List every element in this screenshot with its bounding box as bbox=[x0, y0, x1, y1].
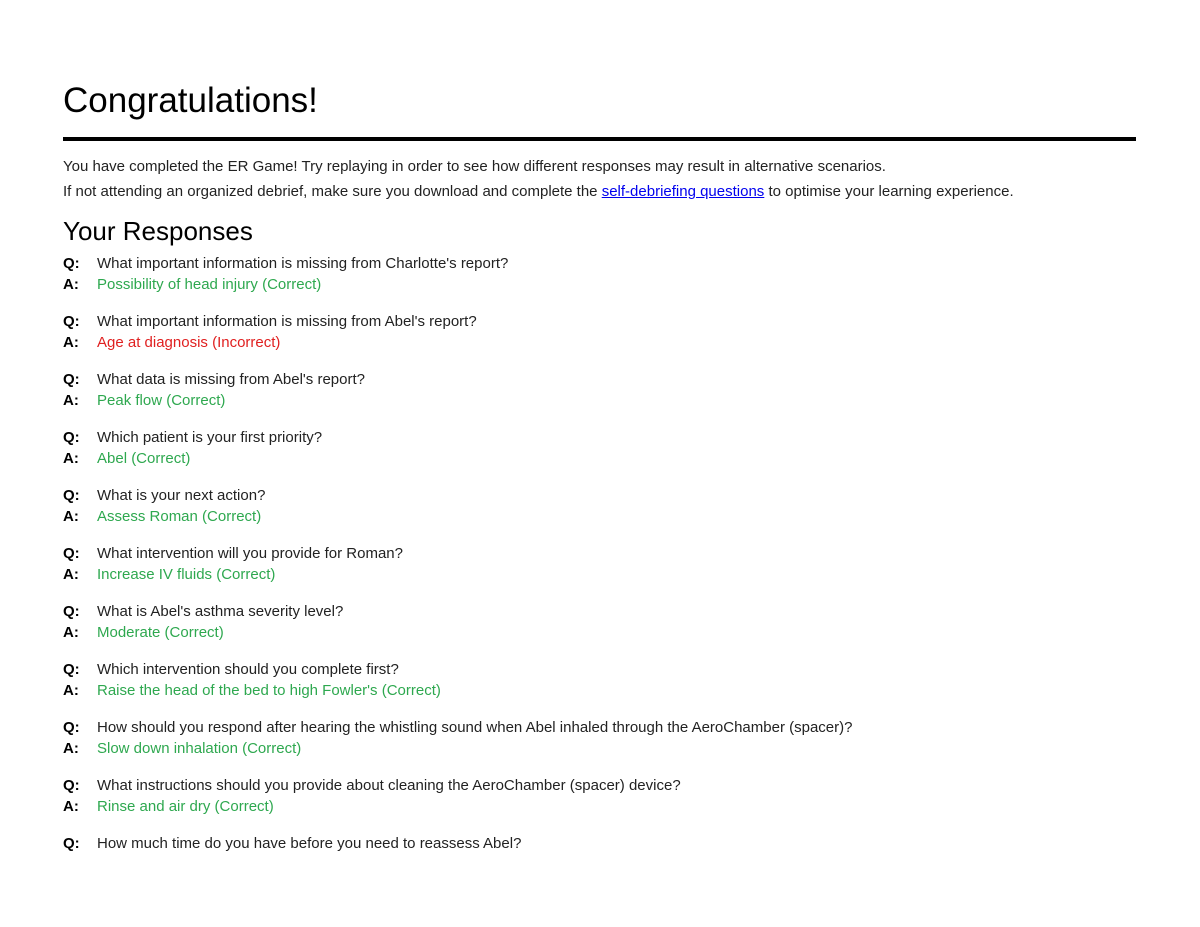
answer-text: Assess Roman (Correct) bbox=[97, 508, 262, 525]
question-row bbox=[63, 717, 1136, 738]
question-label: Q: bbox=[63, 835, 80, 852]
intro-line-2 bbox=[63, 179, 1136, 204]
question-label: Q: bbox=[63, 777, 80, 794]
question-text: What intervention will you provide for Roman? bbox=[97, 545, 403, 562]
response-item bbox=[63, 833, 1136, 854]
question-text: What important information is missing from Charlotte's report? bbox=[97, 255, 509, 272]
results-page bbox=[63, 78, 1136, 870]
answer-text: Possibility of head injury (Correct) bbox=[97, 276, 322, 293]
intro-line-1: You have completed the ER Game! Try replaying in order to see how different responses may result in alternative scenarios. bbox=[63, 158, 886, 175]
answer-text: Peak flow (Correct) bbox=[97, 392, 226, 409]
response-item bbox=[63, 253, 1136, 295]
response-item bbox=[63, 601, 1136, 643]
answer-label: A: bbox=[63, 798, 79, 815]
answer-text: Abel (Correct) bbox=[97, 450, 191, 467]
question-label: Q: bbox=[63, 603, 80, 620]
question-label: Q: bbox=[63, 545, 80, 562]
answer-row bbox=[63, 622, 1136, 643]
question-text: Which intervention should you complete first? bbox=[97, 661, 399, 678]
answer-label: A: bbox=[63, 450, 79, 467]
answer-row bbox=[63, 448, 1136, 469]
question-row bbox=[63, 485, 1136, 506]
question-label: Q: bbox=[63, 255, 80, 272]
title-divider bbox=[63, 137, 1136, 141]
question-text: How much time do you have before you need to reassess Abel? bbox=[97, 835, 522, 852]
answer-label: A: bbox=[63, 740, 79, 757]
answer-row bbox=[63, 738, 1136, 759]
question-label: Q: bbox=[63, 719, 80, 736]
question-label: Q: bbox=[63, 429, 80, 446]
question-row bbox=[63, 659, 1136, 680]
answer-label: A: bbox=[63, 566, 79, 583]
answer-text: Slow down inhalation (Correct) bbox=[97, 740, 302, 757]
answer-text: Rinse and air dry (Correct) bbox=[97, 798, 274, 815]
question-row bbox=[63, 369, 1136, 390]
question-text: How should you respond after hearing the whistling sound when Abel inhaled through the AeroChamber (spacer)? bbox=[97, 719, 853, 736]
answer-row bbox=[63, 390, 1136, 411]
question-row bbox=[63, 311, 1136, 332]
page-title: Congratulations! bbox=[63, 81, 318, 120]
response-item bbox=[63, 775, 1136, 817]
response-item bbox=[63, 369, 1136, 411]
intro-line-2-before: If not attending an organized debrief, make sure you download and complete the bbox=[63, 183, 602, 200]
answer-label: A: bbox=[63, 276, 79, 293]
response-item bbox=[63, 717, 1136, 759]
answer-row bbox=[63, 506, 1136, 527]
answer-text: Increase IV fluids (Correct) bbox=[97, 566, 276, 583]
answer-label: A: bbox=[63, 334, 79, 351]
response-item bbox=[63, 659, 1136, 701]
answer-row bbox=[63, 274, 1136, 295]
answer-label: A: bbox=[63, 392, 79, 409]
response-item bbox=[63, 427, 1136, 469]
response-item bbox=[63, 311, 1136, 353]
question-row bbox=[63, 427, 1136, 448]
question-text: What instructions should you provide about cleaning the AeroChamber (spacer) device? bbox=[97, 777, 681, 794]
response-item bbox=[63, 543, 1136, 585]
answer-row bbox=[63, 332, 1136, 353]
question-text: What is Abel's asthma severity level? bbox=[97, 603, 344, 620]
question-row bbox=[63, 543, 1136, 564]
question-row bbox=[63, 775, 1136, 796]
answer-label: A: bbox=[63, 624, 79, 641]
answer-text: Age at diagnosis (Incorrect) bbox=[97, 334, 281, 351]
responses-list bbox=[63, 253, 1136, 854]
question-text: Which patient is your first priority? bbox=[97, 429, 323, 446]
question-row bbox=[63, 601, 1136, 622]
question-text: What important information is missing from Abel's report? bbox=[97, 313, 477, 330]
answer-label: A: bbox=[63, 682, 79, 699]
response-item bbox=[63, 485, 1136, 527]
answer-row bbox=[63, 796, 1136, 817]
answer-text: Moderate (Correct) bbox=[97, 624, 224, 641]
answer-row bbox=[63, 564, 1136, 585]
question-label: Q: bbox=[63, 313, 80, 330]
question-row bbox=[63, 833, 1136, 854]
question-text: What data is missing from Abel's report? bbox=[97, 371, 365, 388]
self-debriefing-link[interactable]: self-debriefing questions bbox=[601, 183, 765, 200]
answer-row bbox=[63, 680, 1136, 701]
answer-label: A: bbox=[63, 508, 79, 525]
intro-line-2-after: to optimise your learning experience. bbox=[764, 183, 1014, 200]
question-row bbox=[63, 253, 1136, 274]
answer-text: Raise the head of the bed to high Fowler's (Correct) bbox=[97, 682, 441, 699]
question-label: Q: bbox=[63, 487, 80, 504]
responses-heading: Your Responses bbox=[63, 216, 253, 246]
question-text: What is your next action? bbox=[97, 487, 266, 504]
question-label: Q: bbox=[63, 661, 80, 678]
question-label: Q: bbox=[63, 371, 80, 388]
